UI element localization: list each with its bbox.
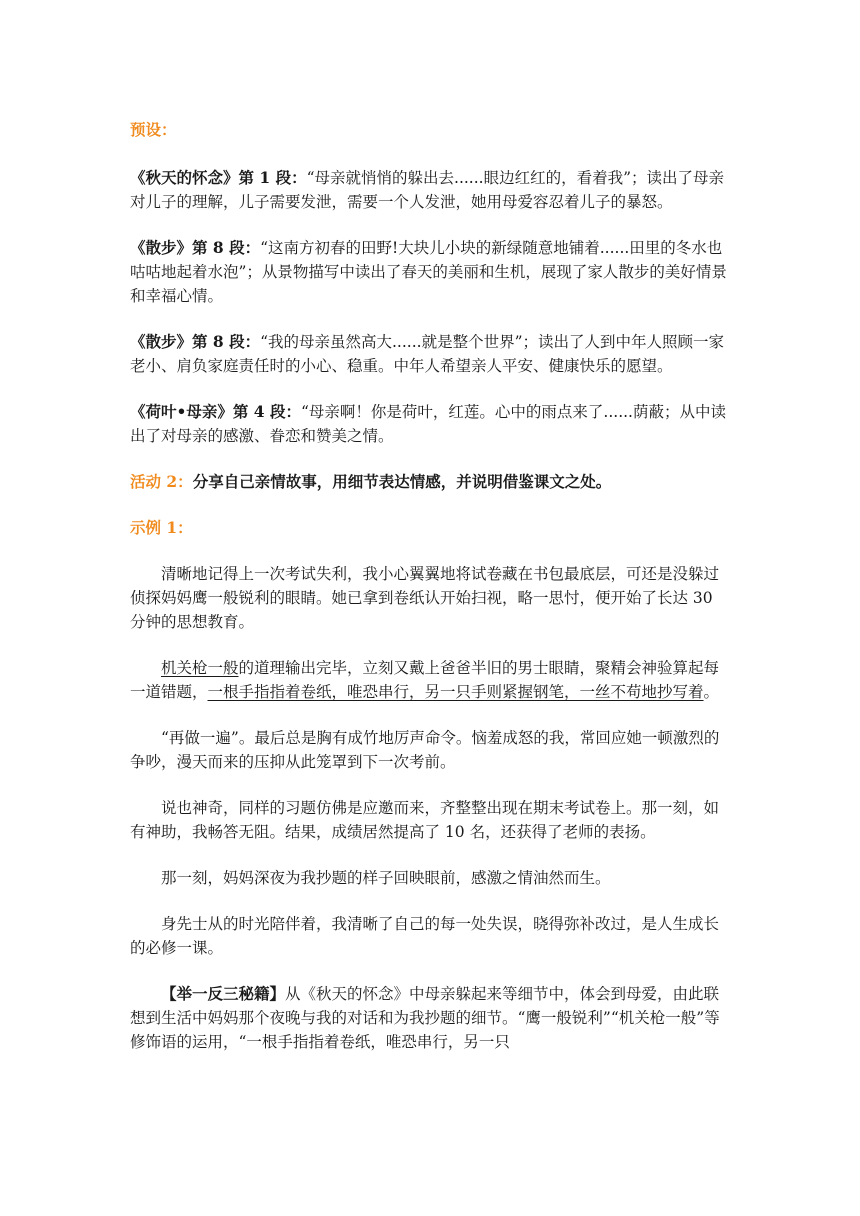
preset-item-text: “这南方初春的田野!大块儿小块的新绿随意地铺着......田里的冬水也咕咕地起着水泡”；从景物描写中读出了春天的美丽和生机，展现了家人散步的美好情景和幸福心情。 [130,239,727,305]
story-text: 的道理输出完毕，立刻又戴上爸爸半旧的男士眼睛，聚精会神验算起每一道错题， [130,659,720,701]
preset-item-2 [130,236,730,308]
story-paragraph-3: “再做一遍”。最后总是胸有成竹地厉声命令。恼羞成怒的我，常回应她一顿激烈的争吵，漫天而来的压抑从此笼罩到下一次考前。 [130,729,720,771]
example-label: 示例 1： [130,518,193,537]
underlined-phrase: 机关枪一般 [161,659,239,677]
story-text: 。 [703,683,720,701]
underlined-phrase: 一根手指指着卷纸，唯恐串行，另一只手则紧握钢笔，一丝不苟地抄写着 [207,683,704,701]
document-page [130,118,730,1054]
preset-item-1 [130,166,730,214]
preset-item-text: “母亲就悄悄的躲出去......眼边红红的，看着我”；读出了母亲对儿子的理解，儿子需要发泄，需要一个人发泄，她用母爱容忍着儿子的暴怒。 [130,169,725,211]
story-paragraph-6: 身先士从的时光陪伴着，我清晰了自己的每一处失误，晓得弥补改过，是人生成长的必修一课。 [130,915,720,957]
preset-item-text: “我的母亲虽然高大......就是整个世界”；读出了人到中年人照顾一家老小、肩负家庭责任时的小心、稳重。中年人希望亲人平安、健康快乐的愿望。 [130,333,724,375]
secret-paragraph [130,982,730,1054]
story-paragraph-4: 说也神奇，同样的习题仿佛是应邀而来，齐整整出现在期末考试卷上。那一刻，如有神助，我畅答无阻。结果，成绩居然提高了 10 名，还获得了老师的表扬。 [130,799,720,841]
story-paragraph-5: 那一刻，妈妈深夜为我抄题的样子回映眼前，感激之情油然而生。 [161,869,611,887]
secret-text: 从《秋天的怀念》中母亲躲起来等细节中，体会到母爱，由此联想到生活中妈妈那个夜晚与我的对话和为我抄题的细节。“鹰一般锐利”“机关枪一般”等修饰语的运用，“一根手指指着卷纸，唯恐串行，另一只 [130,985,720,1051]
preset-item-title: 《秋天的怀念》第 1 段： [130,168,307,187]
story-paragraph-1: 清晰地记得上一次考试失利，我小心翼翼地将试卷藏在书包最底层，可还是没躲过侦探妈妈鹰一般锐利的眼睛。她已拿到卷纸认开始扫视，略一思忖，便开始了长达 30 分钟的思想教育。 [130,565,720,631]
secret-label: 【举一反三秘籍】 [161,984,286,1003]
preset-item-title: 《散步》第 8 段： [130,238,261,257]
preset-item-title: 《荷叶•母亲》第 4 段： [130,402,301,421]
preset-item-3 [130,330,730,378]
preset-item-title: 《散步》第 8 段： [130,332,261,351]
story-paragraph-2 [130,656,730,704]
activity-heading [130,470,730,494]
preset-item-4 [130,400,730,448]
preset-item-text: “母亲啊！你是荷叶，红莲。心中的雨点来了......荫蔽；从中读出了对母亲的感激、眷恋和赞美之情。 [130,403,726,445]
preset-label: 预设： [130,120,177,139]
activity-label: 活动 2： [130,472,193,491]
activity-text: 分享自己亲情故事，用细节表达情感，并说明借鉴课文之处。 [192,472,612,491]
